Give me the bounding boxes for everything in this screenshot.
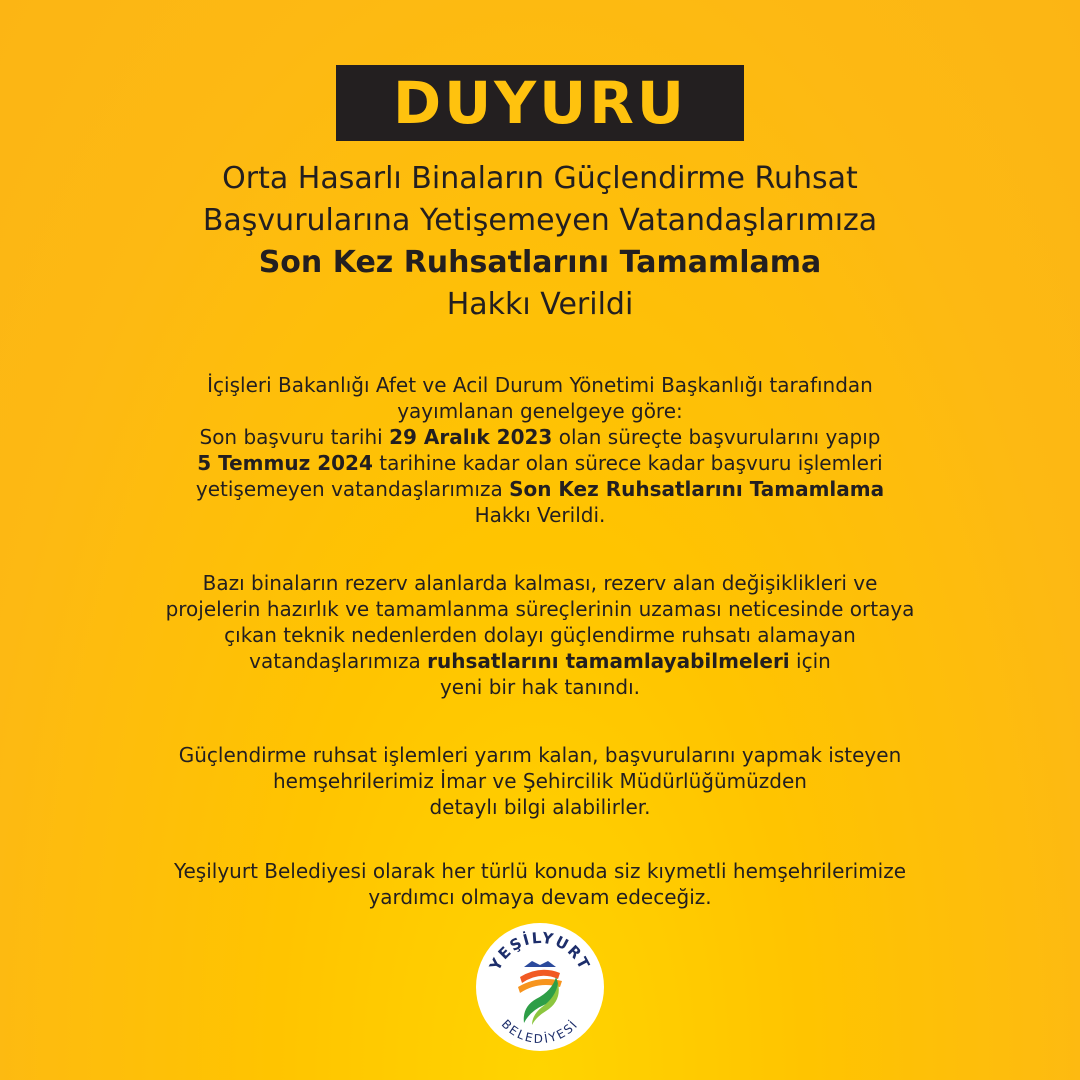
paragraph-1-line-2: yayımlanan genelgeye göre: <box>397 399 683 423</box>
text-span: yetişemeyen vatandaşlarımıza <box>195 477 510 501</box>
paragraph-1-line-6: Hakkı Verildi. <box>474 503 606 527</box>
announcement-banner <box>336 65 744 141</box>
paragraph-1-line-5 <box>40 476 1040 502</box>
paragraph-4 <box>40 858 1040 910</box>
paragraph-3 <box>40 742 1040 820</box>
paragraph-1-line-3 <box>40 424 1040 450</box>
paragraph-4-line-1: Yeşilyurt Belediyesi olarak her türlü konuda siz kıymetli hemşehrilerimize <box>173 859 907 883</box>
paragraph-3-line-3: detaylı bilgi alabilirler. <box>429 795 651 819</box>
paragraph-4-line-2: yardımcı olmaya devam edeceğiz. <box>368 885 712 909</box>
extension-date: 5 Temmuz 2024 <box>197 451 373 475</box>
text-span: vatandaşlarımıza <box>249 649 428 673</box>
paragraph-2-line-3: çıkan teknik nedenlerden dolayı güçlendirme ruhsatı alamayan <box>224 623 856 647</box>
text-span: tarihine kadar olan sürece kadar başvuru işlemleri <box>372 451 883 475</box>
yesilyurt-logo <box>474 921 606 1053</box>
text-span: olan süreçte başvurularını yapıp <box>552 425 881 449</box>
text-span: için <box>789 649 831 673</box>
paragraph-2-line-4 <box>40 648 1040 674</box>
logo-top-text: YEŞİLYURT <box>485 928 595 974</box>
deadline-date: 29 Aralık 2023 <box>389 425 553 449</box>
paragraph-2 <box>40 570 1040 700</box>
headline-line-4: Hakkı Verildi <box>446 287 634 322</box>
paragraph-3-line-1: Güçlendirme ruhsat işlemleri yarım kalan, başvurularını yapmak isteyen <box>178 743 902 767</box>
headline-line-3: Son Kez Ruhsatlarını Tamamlama <box>258 245 822 280</box>
paragraph-1 <box>40 372 1040 528</box>
banner-title: DUYURU <box>392 69 688 137</box>
paragraph-2-line-2: projelerin hazırlık ve tamamlanma süreçlerinin uzaması neticesinde ortaya <box>165 597 915 621</box>
paragraph-2-line-5: yeni bir hak tanındı. <box>439 675 641 699</box>
paragraph-1-line-1: İçişleri Bakanlığı Afet ve Acil Durum Yönetimi Başkanlığı tarafından <box>207 373 873 397</box>
paragraph-3-line-2: hemşehrilerimiz İmar ve Şehircilik Müdürlüğümüzden <box>273 769 807 793</box>
logo-bottom-text: BELEDİYESİ <box>498 1016 582 1047</box>
paragraph-2-line-1: Bazı binaların rezerv alanlarda kalması, rezerv alan değişiklikleri ve <box>202 571 878 595</box>
text-span: Son başvuru tarihi <box>199 425 390 449</box>
bold-phrase: ruhsatlarını tamamlayabilmeleri <box>427 649 790 673</box>
yesilyurt-emblem-icon <box>474 921 606 1053</box>
headline-line-2: Başvurularına Yetişemeyen Vatandaşlarımıza <box>202 203 878 238</box>
headline-line-1: Orta Hasarlı Binaların Güçlendirme Ruhsat <box>222 161 858 196</box>
headline <box>40 158 1040 326</box>
bold-phrase: Son Kez Ruhsatlarını Tamamlama <box>509 477 885 501</box>
paragraph-1-line-4 <box>40 450 1040 476</box>
